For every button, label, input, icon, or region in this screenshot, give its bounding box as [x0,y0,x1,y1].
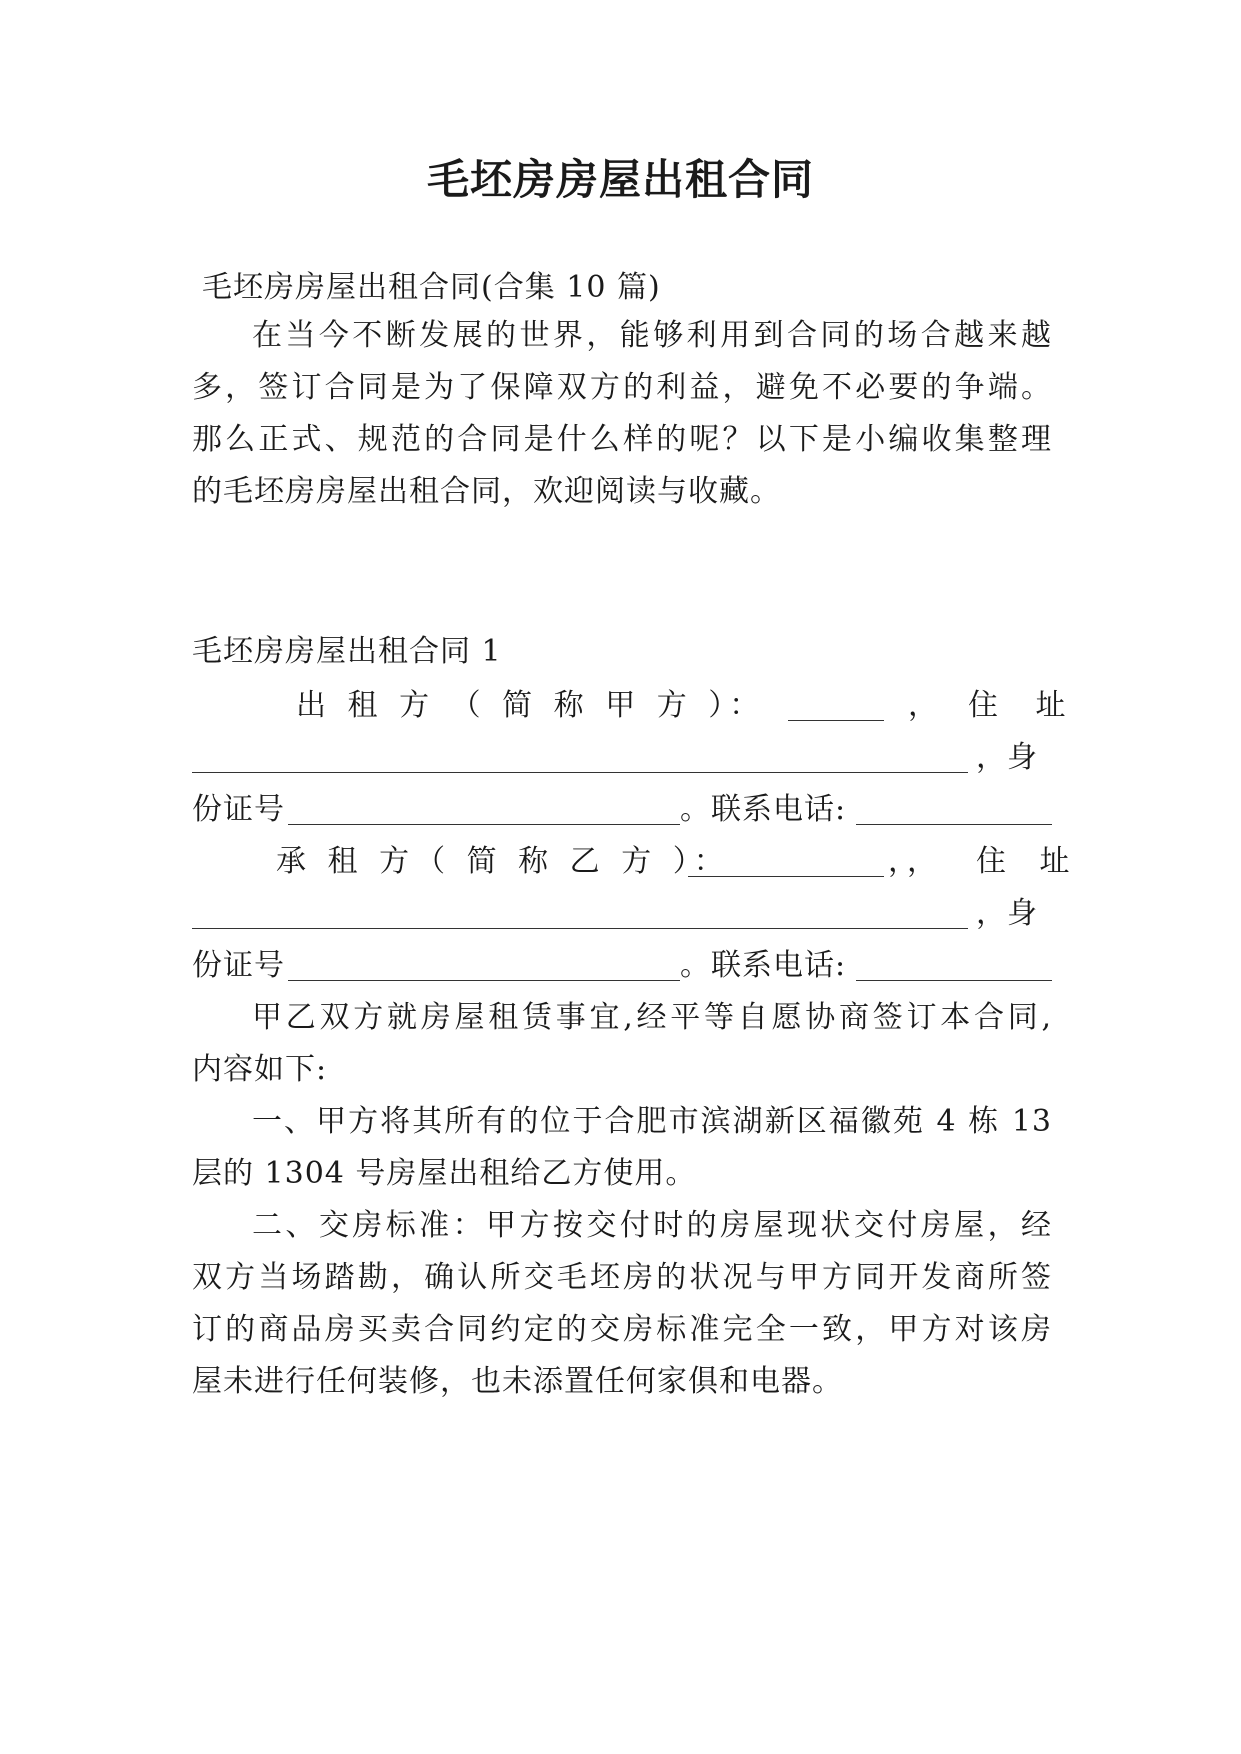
intro-line-3: 那么正式、规范的合同是什么样的呢？以下是小编收集整理 [192,422,1052,457]
lessee-label: 承 租 方（ 简 称 乙 方 ）： [276,844,730,879]
lessee-id-lead: ，身 [976,896,1038,931]
lessor-phone-label: 。联系电话: [680,792,847,827]
clause2-line-4: 屋未进行任何装修，也未添置任何家俱和电器。 [192,1364,843,1399]
lessee-id-blank[interactable] [288,950,680,981]
lessor-address-blank[interactable] [192,742,968,773]
agreement-line-1: 甲乙双方就房屋租赁事宜,经平等自愿协商签订本合同, [252,1000,1052,1035]
lessor-id-label: 份证号 [192,792,285,827]
section-heading: 毛坯房房屋出租合同 1 [192,634,502,669]
lessor-id-lead: ，身 [976,740,1038,775]
document-subtitle: 毛坯房房屋出租合同(合集 10 篇) [202,270,661,305]
lessee-address-sep: ，， [888,844,941,879]
clause1-line-1: 一、甲方将其所有的位于合肥市滨湖新区福徽苑 4 栋 13 [252,1104,1052,1139]
intro-line-1: 在当今不断发展的世界，能够利用到合同的场合越来越 [252,318,1052,353]
agreement-line-2: 内容如下: [192,1052,328,1087]
intro-line-2: 多，签订合同是为了保障双方的利益，避免不必要的争端。 [192,370,1052,405]
lessor-label: 出 租 方 （ 简 称 甲 方 ）： [296,688,766,723]
lessee-address-blank[interactable] [192,898,968,929]
lessee-name-blank[interactable] [688,846,884,877]
clause2-line-1: 二、交房标准：甲方按交付时的房屋现状交付房屋，经 [252,1208,1052,1243]
clause2-line-2: 双方当场踏勘，确认所交毛坯房的状况与甲方同开发商所签 [192,1260,1052,1295]
lessee-phone-blank[interactable] [856,950,1052,981]
lessee-address-label: 住 址 [976,844,1082,879]
document-title: 毛坯房房屋出租合同 [426,155,814,204]
intro-line-4: 的毛坯房房屋出租合同，欢迎阅读与收藏。 [192,474,781,509]
clause2-line-3: 订的商品房买卖合同约定的交房标准完全一致，甲方对该房 [192,1312,1052,1347]
lessor-phone-blank[interactable] [856,794,1052,825]
clause1-line-2: 层的 1304 号房屋出租给乙方使用。 [192,1156,697,1191]
lessor-address-label: 住 址 [968,688,1080,723]
lessor-address-sep: ， [908,688,939,723]
lessor-name-blank[interactable] [788,690,884,721]
lessor-id-blank[interactable] [288,794,680,825]
lessee-id-label: 份证号 [192,948,285,983]
lessee-phone-label: 。联系电话: [680,948,847,983]
